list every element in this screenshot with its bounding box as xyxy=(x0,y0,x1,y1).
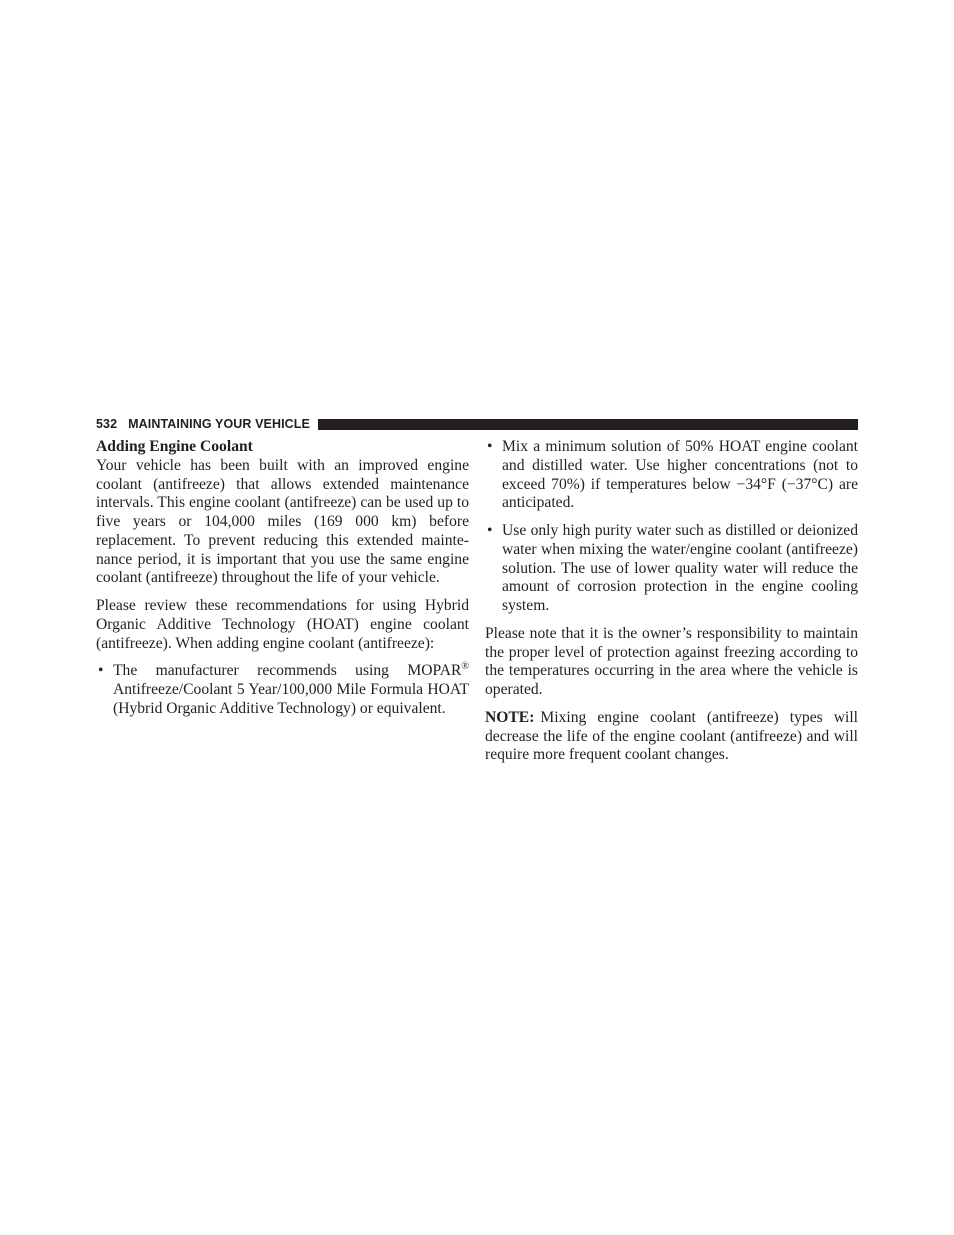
list-item-mopar xyxy=(96,662,469,718)
header-rule xyxy=(318,419,858,430)
bullet-text: Mix a minimum solution of 50% HOAT engine coolant and distilled water. Use higher concentrations (not to exceed 70%) if temperatures below −34°F (−37°C) are anticipated. xyxy=(502,438,858,512)
note-paragraph xyxy=(485,709,858,765)
bullet-text-post: Antifreeze/Coolant 5 Year/100,000 Mile Formula HOAT (Hybrid Organic Additive Technology) or equivalent. xyxy=(113,681,469,717)
registered-mark: ® xyxy=(461,661,469,673)
section-heading: Adding Engine Coolant xyxy=(96,438,253,455)
review-paragraph: Please review these recommendations for using Hybrid Organic Additive Technology (HOAT) engine coolant (antifreeze). When adding engine coolant (antifreeze): xyxy=(96,597,469,652)
responsibility-paragraph: Please note that it is the owner’s responsibility to maintain the proper level of protection against freezing according to the temperatures occurring in the area where the vehicle is operated. xyxy=(485,624,858,698)
bullet-icon: • xyxy=(487,522,493,539)
bullet-text: Use only high purity water such as distilled or deionized water when mixing the water/engine coolant (antifreeze) solution. The use of lower quality water will reduce the amount of corrosion protection in the engine cooling system. xyxy=(502,522,858,614)
left-column xyxy=(96,438,469,728)
page-number: 532 xyxy=(96,417,118,431)
bullet-text-pre: The manufacturer recommends using MOPAR xyxy=(113,662,462,680)
note-text: Mixing engine coolant (antifreeze) types will decrease the life of the engine coolant (antifreeze) and will require more frequent coolant changes. xyxy=(485,708,858,764)
list-item-mix-solution xyxy=(485,438,858,513)
bullet-icon: • xyxy=(487,438,493,455)
page-header xyxy=(96,417,858,431)
intro-paragraph: Your vehicle has been built with an improved engine coolant (antifreeze) that allows extended maintenance intervals. This engine coolant (antifreeze) can be used up to five years or 104,000 miles (169 000 km) before replacement. To prevent reducing this extended maintenance period, it is important that you use the same engine coolant (antifreeze) throughout the life of your vehicle. xyxy=(96,456,469,587)
list-item-pure-water xyxy=(485,522,858,616)
right-column xyxy=(485,438,858,774)
section-title: MAINTAINING YOUR VEHICLE xyxy=(128,417,310,431)
bullet-icon: • xyxy=(98,662,104,680)
note-label: NOTE: xyxy=(485,708,535,726)
